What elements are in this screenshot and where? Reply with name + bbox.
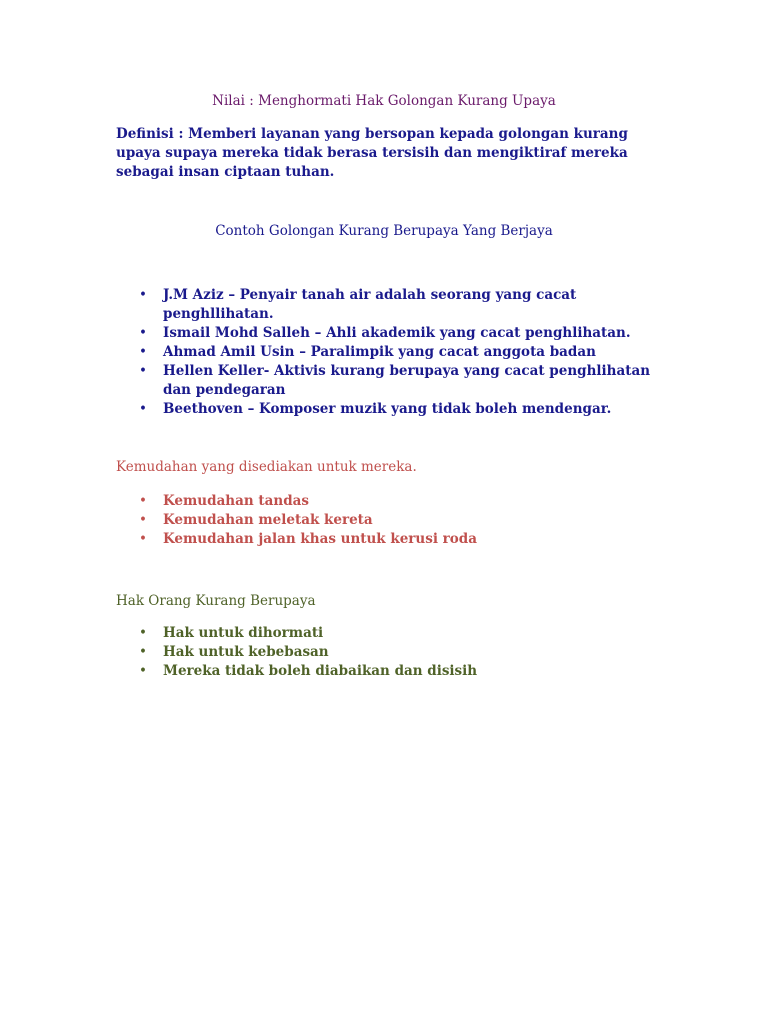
examples-heading: Contoh Golongan Kurang Berupaya Yang Berjaya bbox=[215, 223, 553, 239]
list-item bbox=[116, 662, 676, 681]
list-item bbox=[116, 643, 676, 662]
facilities-list bbox=[116, 492, 676, 549]
list-item bbox=[116, 400, 676, 419]
list-item-text: Ismail Mohd Salleh – Ahli akademik yang cacat penghlihatan. bbox=[163, 325, 631, 341]
bullet-icon: • bbox=[139, 644, 147, 660]
list-item-text: Kemudahan meletak kereta bbox=[163, 512, 373, 528]
list-item bbox=[116, 492, 676, 511]
definition-paragraph: Definisi : Memberi layanan yang bersopan kepada golongan kurang upaya supaya mereka tidak berasa tersisih dan mengiktiraf mereka sebagai insan ciptaan tuhan. bbox=[116, 126, 628, 180]
bullet-icon: • bbox=[139, 401, 147, 417]
list-item bbox=[116, 624, 676, 643]
list-item bbox=[116, 530, 676, 549]
rights-heading: Hak Orang Kurang Berupaya bbox=[116, 593, 316, 609]
list-item-text: Mereka tidak boleh diabaikan dan disisih bbox=[163, 663, 478, 679]
page-title: Nilai : Menghormati Hak Golongan Kurang Upaya bbox=[212, 93, 556, 109]
bullet-icon: • bbox=[139, 663, 147, 679]
examples-list bbox=[116, 286, 676, 419]
bullet-icon: • bbox=[139, 325, 147, 341]
list-item bbox=[116, 511, 676, 530]
list-item bbox=[116, 362, 676, 400]
bullet-icon: • bbox=[139, 531, 147, 547]
list-item-text: Kemudahan jalan khas untuk kerusi roda bbox=[163, 531, 477, 547]
list-item bbox=[116, 286, 676, 324]
bullet-icon: • bbox=[139, 625, 147, 641]
bullet-icon: • bbox=[139, 363, 147, 379]
list-item-text: Hak untuk kebebasan bbox=[163, 644, 329, 660]
list-item-text: Ahmad Amil Usin – Paralimpik yang cacat anggota badan bbox=[163, 344, 596, 360]
list-item-text: J.M Aziz – Penyair tanah air adalah seorang yang cacat penghllihatan. bbox=[163, 287, 577, 322]
list-item-text: Beethoven – Komposer muzik yang tidak boleh mendengar. bbox=[163, 401, 612, 417]
bullet-icon: • bbox=[139, 287, 147, 303]
list-item bbox=[116, 324, 676, 343]
list-item-text: Kemudahan tandas bbox=[163, 493, 309, 509]
list-item bbox=[116, 343, 676, 362]
bullet-icon: • bbox=[139, 512, 147, 528]
facilities-heading: Kemudahan yang disediakan untuk mereka. bbox=[116, 459, 417, 475]
list-item-text: Hellen Keller- Aktivis kurang berupaya yang cacat penghlihatan dan pendegaran bbox=[163, 363, 651, 398]
rights-list bbox=[116, 624, 676, 681]
bullet-icon: • bbox=[139, 493, 147, 509]
list-item-text: Hak untuk dihormati bbox=[163, 625, 324, 641]
bullet-icon: • bbox=[139, 344, 147, 360]
